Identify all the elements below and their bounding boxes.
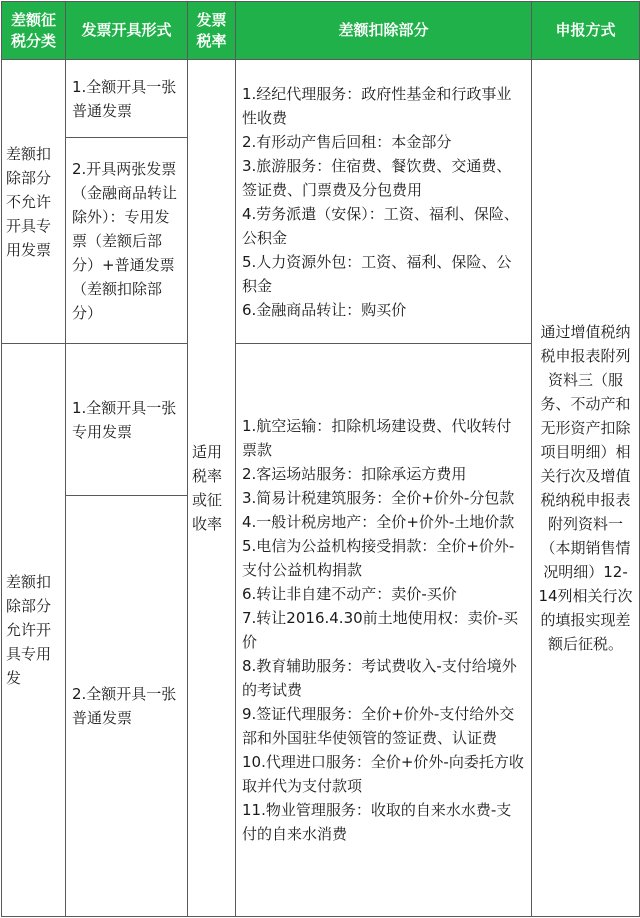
list-item: 1.航空运输：扣除机场建设费、代收转付票款 <box>242 417 512 460</box>
tax-deduction-table <box>1 1 640 917</box>
deduction-list-1 <box>242 82 525 322</box>
form-cell: 1.全额开具一张专用发票 <box>66 344 188 496</box>
form-cell: 1.全额开具一张普通发票 <box>66 60 188 138</box>
list-item: 3.简易计税建筑服务：全价+价外-分包款 <box>242 489 515 508</box>
list-item: 10.代理进口服务：全价+价外-向委托方收取并代为支付款项 <box>242 753 524 796</box>
header-deduction: 差额扣除部分 <box>236 2 532 60</box>
list-item: 11.物业管理服务：收取的自来水水费-支付的自来水消费 <box>242 801 512 844</box>
deduction-list-2 <box>242 414 525 846</box>
list-item: 7.转让2016.4.30前土地使用权：卖价-买价 <box>242 609 519 652</box>
list-item: 2.有形动产售后回租：本金部分 <box>242 132 452 151</box>
declaration-cell: 通过增值税纳税申报表附列资料三（服务、不动产和无形资产扣除项目明细）相关行次及增值税纳税申报表附列资料一（本期销售情况明细）12-14列相关行次的填报实现差额后征税。 <box>532 60 640 917</box>
table-row <box>2 60 640 138</box>
list-item: 8.教育辅助服务：考试费收入-支付给境外的考试费 <box>242 657 517 700</box>
list-item: 5.电信为公益机构接受捐款：全价+价外-支付公益机构捐款 <box>242 537 515 580</box>
header-declaration: 申报方式 <box>532 2 640 60</box>
list-item: 6.转让非自建不动产：卖价-买价 <box>242 585 457 604</box>
tax-rate-cell: 适用税率或征收率 <box>188 60 236 917</box>
list-item: 2.客运场站服务：扣除承运方费用 <box>242 465 467 484</box>
list-item: 9.签证代理服务：全价+价外-支付给外交部和外国驻华使领管的签证费、认证费 <box>242 705 515 748</box>
form-cell: 2.开具两张发票（金融商品转让除外）：专用发票（差额后部分）+普通发票（差额扣除部分） <box>66 138 188 344</box>
list-item: 3.旅游服务：住宿费、餐饮费、交通费、签证费、门票费及分包费用 <box>242 156 512 199</box>
list-item: 4.劳务派遣（安保）：工资、福利、保险、公积金 <box>242 204 519 247</box>
header-category: 差额征税分类 <box>2 2 66 60</box>
list-item: 5.人力资源外包：工资、福利、保险、公积金 <box>242 252 512 295</box>
category-allowed: 差额扣除部分允许开具专用发 <box>2 344 66 917</box>
list-item: 4.一般计税房地产：全价+价外-土地价款 <box>242 513 515 532</box>
header-row <box>2 2 640 60</box>
deduction-group-2 <box>236 344 532 917</box>
category-not-allowed: 差额扣除部分不允许开具专用发票 <box>2 60 66 344</box>
header-invoice-form: 发票开具形式 <box>66 2 188 60</box>
deduction-group-1 <box>236 60 532 344</box>
header-tax-rate: 发票税率 <box>188 2 236 60</box>
list-item: 6.金融商品转让：购买价 <box>242 300 407 319</box>
list-item: 1.经纪代理服务：政府性基金和行政事业性收费 <box>242 84 512 127</box>
form-cell: 2.全额开具一张普通发票 <box>66 496 188 917</box>
